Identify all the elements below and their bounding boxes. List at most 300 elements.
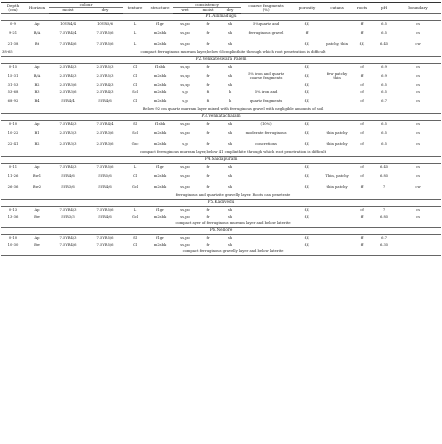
table-row [1,28,441,39]
cell-colour-moist: 7.5YR4/3 [59,207,77,212]
cell-porosity: f,f, [304,242,310,247]
cell-porosity: f,f, [304,41,310,46]
header-depth: Depth (cm) [1,3,25,14]
cell-colour-dry: 2.5YR3/6 [96,141,114,146]
cell-structure: m2sbk [153,214,167,219]
cell-cutans [323,28,351,39]
cell-porosity: f,f, [304,207,310,212]
site-name: P6.Nellore [1,227,441,234]
cell-boundary: cs [416,82,421,87]
cell-depth: 68-92 [7,98,19,103]
cell-roots: cf [360,164,364,169]
cell-texture: Cl [133,64,138,69]
cell-boundary: cs [416,121,421,126]
cell-coarse-fragments [241,234,291,242]
cell-consistency-wet: ss,po [180,21,190,26]
cell-boundary: cs [416,89,421,94]
cell-cutans [323,63,351,71]
cell-coarse-fragments [241,163,291,171]
cell-texture: L [133,164,137,169]
cell-depth: 11-26 [7,173,19,178]
site-note: Below 92 cm quartz murram layer mixed with ferruginous gravel with negligible amounts of soil [25,107,441,114]
cell-depth: 53-68 [7,89,19,94]
cell-colour-moist: 2.5YR4/3 [59,64,77,69]
cell-consistency-moist: fr [206,130,210,135]
site-note: ferruginous and quartzite gravelly layer. Roots can penetrate [25,193,441,200]
site-name: P4.Saidapuram [1,156,441,163]
cell-consistency-wet: ss,po [180,121,190,126]
table-header [1,3,441,14]
cell-roots: ff [360,184,364,189]
cell-texture: Cl [133,242,138,247]
cell-colour-dry: 7.5YR5/6 [96,41,114,46]
cell-coarse-fragments [241,82,291,89]
table-row [1,82,441,89]
cell-boundary [395,242,441,249]
note-depth: 38-65 [1,50,25,57]
cell-cutans: thin patchy [326,184,348,189]
header-colour-dry: dry [87,8,123,13]
soil-morphology-table [1,2,441,256]
cell-consistency-moist: fr [206,184,210,189]
cell-structure: f1sbk [154,121,166,126]
cell-consistency-wet: ss,po [180,130,190,135]
cell-consistency-moist: fr [206,30,210,35]
cell-horizon: B2 [34,141,40,146]
header-porosity: porosity [291,3,323,14]
cell-consistency-dry: sh [227,141,233,146]
cell-texture: Cl [133,73,138,78]
cell-colour-moist: 7.5YR4/6 [59,41,77,46]
cell-porosity: f,f, [304,73,310,78]
cell-consistency-dry: sh [227,173,233,178]
cell-consistency-moist: fr [206,214,210,219]
cell-depth: 26-36 [7,184,19,189]
cell-horizon: Ap [34,207,40,212]
table-row [1,20,441,28]
cell-consistency-wet: ss,po [180,242,190,247]
table-row [1,163,441,171]
table-row [1,89,441,96]
cell-ph: 6.35 [379,242,389,247]
cell-consistency-dry: sh [227,164,233,169]
cell-consistency-wet: ss,po [180,41,190,46]
cell-consistency-wet: ss,sp [180,73,190,78]
cell-structure: m2sbk [153,30,167,35]
cell-cutans [323,163,351,171]
cell-consistency-wet: s,p [182,98,188,103]
cell-colour-moist: 5YR3/3 [61,214,75,219]
cell-depth: 21-38 [7,41,19,46]
cell-colour-moist: 7.5YR4/3 [59,121,77,126]
cell-consistency-wet: ss,po [180,207,190,212]
cell-colour-moist: 7.5YR4/3 [59,235,77,240]
cell-consistency-moist: fr [206,121,210,126]
cell-colour-dry: 2.5YR4/3 [96,82,114,87]
cell-consistency-dry: sh [227,73,233,78]
cell-ph: 6.5 [381,82,387,87]
cell-depth: 10-22 [7,130,19,135]
cell-consistency-wet: ss,po [180,30,190,35]
cell-cutans [323,82,351,89]
cell-porosity: f,f, [304,141,310,146]
table-row [1,139,441,150]
cell-roots: ff [360,73,364,78]
cell-roots: cf [360,98,364,103]
cell-colour-dry: 5YR4/6 [98,98,112,103]
cell-horizon: Bw [34,242,40,247]
cell-consistency-dry: sh [227,207,233,212]
cell-ph: 6.5 [381,141,387,146]
cell-consistency-wet: ss,po [180,184,190,189]
cell-texture: Sl [133,235,137,240]
cell-cutans [323,242,351,249]
site-note: compact ferruginous murram layer,below 65cmplinthite through which root penetration is difficult [25,50,441,57]
cell-cutans [323,234,351,242]
cell-ph: 7 [382,184,386,189]
header-consistency-wet: wet [173,8,197,13]
cell-colour-dry: 5YR5/6 [98,173,112,178]
cell-cutans: few patchy thin [326,71,348,81]
cell-structure: m2sbk [153,242,167,247]
cell-ph: 6.9 [381,73,387,78]
cell-colour-dry: 7.5YR5/6 [96,30,114,35]
cell-structure: m2sbk [153,130,167,135]
cell-texture: Cl [133,98,138,103]
cell-consistency-dry: sh [227,214,233,219]
cell-porosity: f,f, [304,164,310,169]
cell-boundary: cs [416,207,421,212]
cell-roots: ff [360,30,364,35]
cell-colour-dry: 2.5YR4/3 [96,89,114,94]
cell-ph: 6.5 [381,89,387,94]
cell-boundary: cw [415,41,421,46]
table-row [1,234,441,242]
cell-porosity: f,f, [304,173,310,178]
cell-porosity: f,f, [304,214,310,219]
cell-consistency-moist: fr [206,64,210,69]
header-roots: roots [351,3,373,14]
cell-depth: 0-10 [8,235,18,240]
cell-coarse-fragments: 5%quartz and [253,21,280,26]
cell-coarse-fragments [241,214,291,221]
cell-roots: cf [360,130,364,135]
header-consistency-moist: moist [197,8,219,13]
cell-cutans: Thin, patchy [325,173,349,178]
cell-structure: m2sbk [153,98,167,103]
cell-texture: L [133,21,137,26]
cell-texture: Cl [133,173,138,178]
cell-consistency-moist: fr [206,164,210,169]
cell-boundary [395,234,441,242]
cell-horizon: Ap [34,64,40,69]
cell-depth: 22-41 [7,141,19,146]
cell-porosity: f,f, [304,235,310,240]
cell-roots: ff [360,21,364,26]
cell-porosity: f,f, [304,82,310,87]
cell-consistency-wet: s,p [182,141,188,146]
cell-texture: Gcl [131,214,139,219]
cell-consistency-dry: sh [227,242,233,247]
cell-boundary: cs [416,214,421,219]
header-colour-moist: moist [49,8,87,13]
cell-ph: 6.85 [379,214,389,219]
site-name: P5.Kadivedu [1,199,441,206]
cell-boundary: cs [416,30,421,35]
cell-consistency-moist: fr [206,41,210,46]
cell-texture: Sl [133,121,137,126]
cell-consistency-moist: fr [206,242,210,247]
cell-colour-dry: 2.5YR5/3 [96,64,114,69]
header-texture: texture [123,3,147,14]
header-ph: pH [373,3,395,14]
cell-consistency-moist: fr [206,82,210,87]
cell-consistency-moist: fr [206,21,210,26]
cell-ph: 6.45 [379,164,389,169]
header-coarse-fragments: coarse fragments (%) [241,3,291,14]
cell-colour-dry: 2.5YR3/6 [96,130,114,135]
site-row [1,227,441,234]
cell-colour-moist: 5YR4/6 [61,173,75,178]
cell-structure: m2sbk [153,41,167,46]
cell-consistency-dry: sh [227,235,233,240]
cell-horizon: B/A [33,73,41,78]
cell-depth: 31-53 [7,82,19,87]
cell-porosity: f,f, [304,130,310,135]
cell-depth: 0-10 [8,121,18,126]
header-structure: structure [147,3,173,14]
cell-colour-dry: 2.5YR5/3 [96,73,114,78]
cell-boundary: cs [416,64,421,69]
cell-consistency-dry: sh [227,82,233,87]
cell-porosity: f,f, [304,184,310,189]
cell-colour-moist: 7.5YR4/3 [59,164,77,169]
cell-roots: ff [360,235,364,240]
cell-structure: f1sbk [154,64,166,69]
cell-consistency-dry: sh [227,130,233,135]
cell-colour-moist: 5YR4/4 [61,98,75,103]
cell-cutans [323,20,351,28]
header-cutans: cutans [323,3,351,14]
cell-roots: cf [360,173,364,178]
cell-structure: f1gr [156,235,164,240]
site-name: P2.Venkateswara Palem [1,56,441,63]
cell-horizon: Ap [34,121,40,126]
cell-consistency-dry: sh [227,30,233,35]
table-row [1,214,441,221]
cell-coarse-fragments: 5% iron and [254,89,278,94]
cell-consistency-dry: sh [227,184,233,189]
site-row [1,56,441,63]
cell-horizon: Ap [34,235,40,240]
cell-consistency-wet: ss,sp [180,82,190,87]
cell-porosity: f,f, [304,98,310,103]
cell-colour-moist: 2.5YR3/3 [59,130,77,135]
site-row [1,13,441,20]
cell-coarse-fragments: ferruginous gravel [248,30,284,35]
cell-consistency-moist: fr [206,73,210,78]
cell-consistency-wet: ss,po [180,173,190,178]
cell-coarse-fragments: quartz fragments [249,98,283,103]
cell-porosity: f,f, [304,121,310,126]
cell-roots: cf [360,121,364,126]
cell-colour-moist: 2.5YR3/6 [59,89,77,94]
cell-cutans [323,206,351,214]
cell-horizon: Bw [34,214,40,219]
cell-porosity: f,f, [304,89,310,94]
table-row [1,63,441,71]
site-row [1,199,441,206]
cell-ph: 6.9 [381,64,387,69]
cell-ph: 6.5 [381,121,387,126]
cell-coarse-fragments [241,242,291,249]
cell-texture: Scl [132,89,138,94]
cell-colour-dry: 5YR4/6 [98,184,112,189]
cell-colour-moist: 10YR4/4 [60,21,76,26]
cell-roots: cf [360,207,364,212]
table-row [1,242,441,249]
cell-horizon: B/A [33,30,41,35]
cell-boundary: cs [416,130,421,135]
header-colour: colour [49,3,123,8]
table-row [1,96,441,107]
cell-horizon: B1 [34,130,40,135]
cell-boundary: cs [416,164,421,169]
cell-texture: Scl [132,130,138,135]
cell-colour-dry: 5YR4/6 [98,214,112,219]
cell-consistency-moist: fi [206,98,210,103]
cell-horizon: Ap [34,164,40,169]
cell-depth: 10-30 [7,242,19,247]
header-consistency-dry: dry [219,8,241,13]
cell-cutans [323,89,351,96]
cell-colour-dry: 7.5YR4/4 [96,121,114,126]
cell-boundary: cs [416,73,421,78]
site-note: compact ferruginous murram layer,below 41 cmplinthite through which root penetration is difficult [25,150,441,157]
cell-coarse-fragments [241,171,291,182]
header-horizon: Horizon [25,3,49,14]
cell-consistency-wet: ss,po [180,235,190,240]
cell-porosity: ff [305,30,309,35]
cell-cutans: thin patchy [326,130,348,135]
cell-colour-dry: 7.5YR5/6 [96,207,114,212]
table-body [1,13,441,255]
cell-ph: 6.45 [379,41,389,46]
cell-boundary: cs [416,173,421,178]
cell-consistency-moist: fr [206,207,210,212]
cell-coarse-fragments [241,63,291,71]
table-row [1,71,441,82]
cell-ph: 6.7 [381,235,387,240]
cell-boundary: cs [416,141,421,146]
cell-horizon: Ap [34,21,40,26]
cell-colour-moist: 5YR3/6 [61,184,75,189]
cell-structure: f1gr [156,207,164,212]
cell-colour-dry: 7.5YR5/6 [96,242,114,247]
cell-boundary: cs [416,21,421,26]
cell-ph: 6.85 [379,173,389,178]
cell-coarse-fragments [241,206,291,214]
table-row [1,206,441,214]
site-row [1,156,441,163]
site-note-row [1,249,441,256]
cell-consistency-dry: sh [227,21,233,26]
cell-cutans [323,214,351,221]
cell-coarse-fragments: moderate ferruginous [245,130,287,135]
cell-depth: 15-31 [7,73,19,78]
cell-ph: 6.5 [381,21,387,26]
cell-coarse-fragments: 5% iron and quartz coarse fragments [248,71,285,81]
cell-colour-moist: 7.5YR4/6 [59,242,77,247]
cell-colour-moist: 7.5YR4/4 [59,30,77,35]
cell-structure: f1gr [156,164,164,169]
cell-depth: 0-15 [8,64,18,69]
cell-texture: Gsc [131,141,139,146]
cell-ph: 7 [382,207,386,212]
cell-cutans [323,96,351,107]
cell-cutans: patchy, thin [326,41,348,46]
cell-depth: 13-36 [7,214,19,219]
cell-horizon: B3 [34,89,40,94]
cell-roots: cf [360,82,364,87]
cell-structure: m2sbk [153,141,167,146]
cell-coarse-fragments: concretions [255,141,277,146]
cell-horizon: Bw1 [32,173,42,178]
cell-horizon: B2 [34,82,40,87]
cell-coarse-fragments: (10%) [260,121,272,126]
cell-roots: cf [360,64,364,69]
site-row [1,113,441,120]
cell-consistency-dry: sh [227,121,233,126]
cell-colour-dry: 7.5YR5/6 [96,235,114,240]
cell-colour-moist: 2.5YR4/3 [59,73,77,78]
cell-structure: m2sbk [153,82,167,87]
cell-consistency-dry: h [228,89,232,94]
cell-colour-dry: 10YR5/6 [97,21,113,26]
cell-boundary: cs [416,98,421,103]
cell-structure: m2sbk [153,173,167,178]
cell-ph: 6.7 [381,98,387,103]
table-row [1,39,441,50]
table-row [1,128,441,139]
cell-consistency-dry: h [228,98,232,103]
cell-boundary: cw [415,184,421,189]
cell-consistency-moist: fr [206,235,210,240]
table-row [1,120,441,128]
table-row [1,182,441,193]
cell-roots: f,f, [359,41,365,46]
cell-texture: L [133,207,137,212]
site-note: compact ferruginous gravelly layer and below laterite [25,249,441,256]
cell-texture: L [133,41,137,46]
cell-roots: ff [360,242,364,247]
cell-consistency-wet: ss,sp [180,64,190,69]
cell-depth: 9-21 [8,30,18,35]
cell-texture: Cl [133,82,138,87]
cell-structure: m2sbk [153,184,167,189]
cell-consistency-wet: ss,po [180,164,190,169]
cell-horizon: Bt [34,41,40,46]
cell-structure: f1gr [156,21,164,26]
cell-cutans: thin patchy [326,141,348,146]
cell-porosity: f,f, [304,21,310,26]
cell-depth: 0-11 [8,164,18,169]
cell-roots: cf [360,141,364,146]
cell-consistency-wet: ss,po [180,214,190,219]
cell-consistency-moist: fi [206,89,210,94]
cell-consistency-moist: fr [206,141,210,146]
cell-consistency-moist: fr [206,173,210,178]
